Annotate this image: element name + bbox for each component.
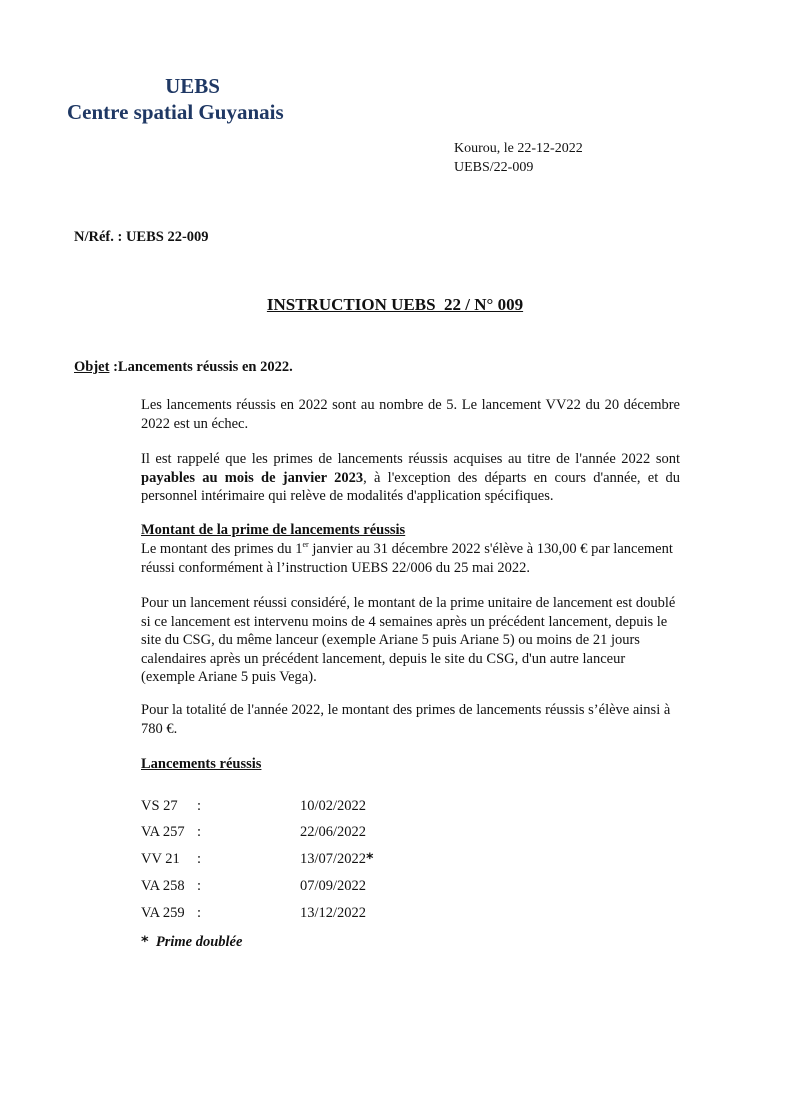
objet-label: Objet <box>74 359 110 375</box>
launch-code: VA 258 <box>141 878 185 894</box>
launch-date <box>300 851 373 868</box>
launch-code: VA 259 <box>141 905 185 921</box>
launch-date <box>300 798 366 815</box>
place-date: Kourou, le 22-12-2022 <box>454 141 583 156</box>
launch-code: VV 21 <box>141 851 180 867</box>
launch-date <box>300 905 366 922</box>
launch-code: VA 257 <box>141 824 185 840</box>
launch-date-value: 22/06/2022 <box>300 824 367 840</box>
document-title <box>0 295 790 315</box>
objet-text: :Lancements réussis en 2022. <box>109 359 293 375</box>
org-name: UEBS <box>165 74 220 98</box>
objet-line <box>74 359 293 376</box>
doc-code: UEBS/22-009 <box>454 160 534 175</box>
note-star: * <box>141 934 149 950</box>
date-block <box>454 139 583 177</box>
note-text: Prime doublée <box>155 934 243 950</box>
montant-heading: Montant de la prime de lancements réussis <box>141 522 406 538</box>
paragraph-2-bold: payables au mois de janvier 2023 <box>141 469 364 486</box>
launch-colon: : <box>197 851 202 867</box>
launch-date-value: 10/02/2022 <box>300 798 367 814</box>
launch-date-value: 07/09/2022 <box>300 878 367 894</box>
prime-note <box>141 934 242 951</box>
launch-date-value: 13/12/2022 <box>300 905 367 921</box>
paragraph-3-sup: er <box>302 540 309 550</box>
paragraph-2 <box>141 450 680 506</box>
paragraph-3 <box>141 540 680 577</box>
launches-heading: Lancements réussis <box>141 756 262 772</box>
launch-colon: : <box>197 824 202 840</box>
org-subtitle: Centre spatial Guyanais <box>67 100 284 124</box>
paragraph-4: Pour un lancement réussi considéré, le montant de la prime unitaire de lancement est doublé si ce lancement est intervenu moins de 4 semaines après un précédent lancement, depuis le site du CSG, du même lanceur (exemple Ariane 5 puis Ariane 5) ou moins de 21 jours calendaires après un précédent lancement, depuis le site du CSG, d'un autre lanceur (exemple Ariane 5 puis Vega). <box>141 595 676 685</box>
paragraph-3-end: janvier au 31 décembre 2022 s'élève à 130,00 € par lancement réussi conformément à l’instruction UEBS 22/006 du 25 mai 2022. <box>141 541 673 576</box>
paragraph-2-start: Il est rappelé que les primes de lancements réussis acquises au titre de l'année 2022 sont <box>141 451 680 467</box>
launch-date <box>300 824 366 841</box>
paragraph-2-end: , à l'exception des départs en cours d'année, et du personnel intérimaire qui relève de modalités d'application spécifiques. <box>141 469 680 504</box>
launch-date <box>300 878 366 895</box>
doubled-marker: * <box>366 851 374 867</box>
launch-date-value: 13/07/2022 <box>300 851 367 867</box>
launch-colon: : <box>197 878 202 894</box>
paragraph-1: Les lancements réussis en 2022 sont au nombre de 5. Le lancement VV22 du 20 décembre 2022 est un échec. <box>141 397 680 432</box>
reference: N/Réf. : UEBS 22-009 <box>74 229 209 245</box>
paragraph-5: Pour la totalité de l'année 2022, le montant des primes de lancements réussis s’élève ainsi à 780 €. <box>141 702 671 737</box>
title-text: INSTRUCTION UEBS 22 / N° 009 <box>266 295 524 314</box>
launch-colon: : <box>197 798 202 814</box>
launch-code: VS 27 <box>141 798 178 814</box>
launch-colon: : <box>197 905 202 921</box>
paragraph-3-start: Le montant des primes du 1 <box>141 541 303 557</box>
